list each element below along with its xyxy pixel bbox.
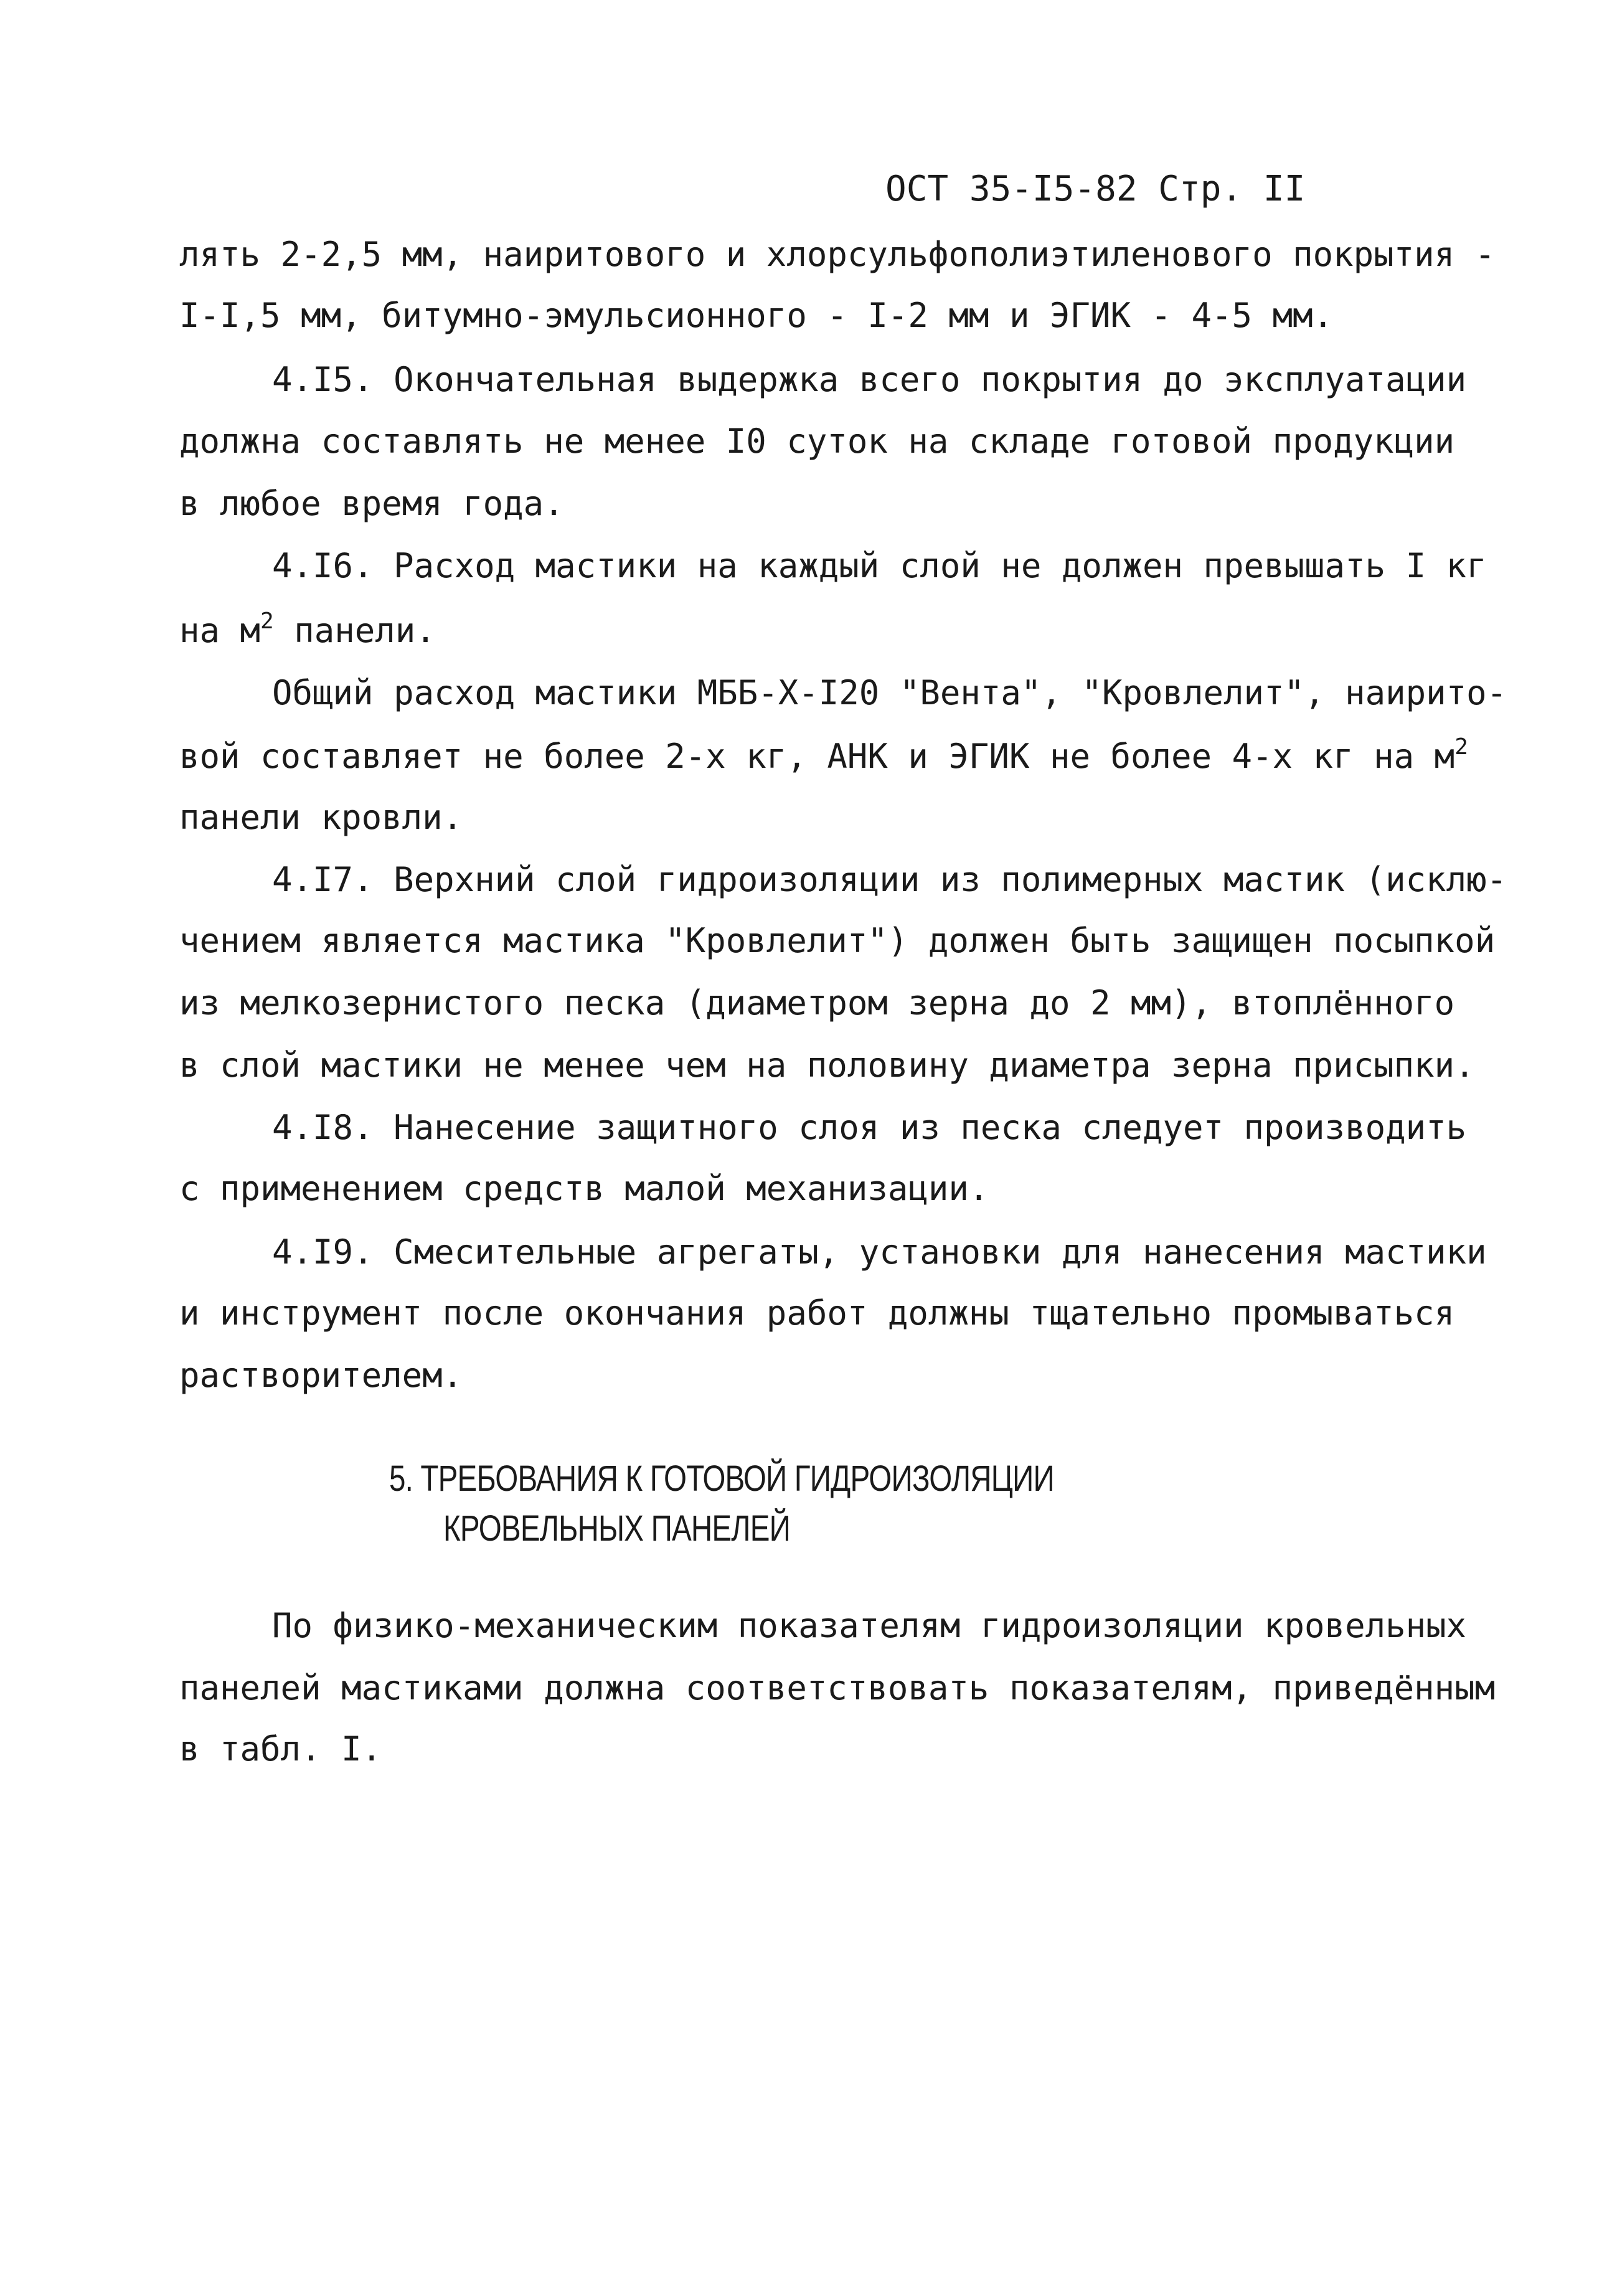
text-line: 4.I5. Окончательная выдержка всего покрытия до эксплуатации: [272, 360, 1467, 399]
text-line: 4.I6. Расход мастики на каждый слой не должен превышать I кг: [272, 546, 1487, 585]
text-line: [179, 608, 436, 650]
text-line: панелей мастиками должна соответствовать показателям, приведённым: [179, 1668, 1496, 1708]
text-line: 4.I9. Смесительные агрегаты, установки для нанесения мастики: [272, 1232, 1487, 1272]
text-segment: панели.: [273, 611, 436, 650]
text-line: и инструмент после окончания работ должны тщательно промываться: [179, 1293, 1455, 1333]
section-title-line: 5. ТРЕБОВАНИЯ К ГОТОВОЙ ГИДРОИЗОЛЯЦИИ: [389, 1458, 1054, 1499]
text-line: в любое время года.: [179, 484, 564, 523]
text-line: панели кровли.: [179, 798, 463, 837]
text-line: растворителем.: [179, 1356, 463, 1395]
text-line: По физико-механическим показателям гидроизоляции кровельных: [272, 1606, 1467, 1645]
text-line: Общий расход мастики МББ-Х-I20 "Вента", "Кровлелит", наирито-: [272, 673, 1507, 712]
section-title-line: КРОВЕЛЬНЫХ ПАНЕЛЕЙ: [443, 1508, 790, 1549]
text-line: в табл. I.: [179, 1729, 382, 1769]
superscript: 2: [1454, 734, 1468, 760]
text-line: [179, 734, 1468, 776]
text-segment: на м: [179, 611, 261, 650]
text-line: с применением средств малой механизации.: [179, 1169, 989, 1208]
superscript: 2: [260, 608, 274, 634]
text-segment: вой составляет не более 2-х кг, АНК и ЭГИК не более 4-х кг на м: [179, 737, 1455, 776]
text-line: 4.I8. Нанесение защитного слоя из песка следует производить: [272, 1108, 1467, 1147]
text-line: из мелкозернистого песка (диаметром зерна до 2 мм), втоплённого: [179, 983, 1455, 1023]
text-line: I-I,5 мм, битумно-эмульсионного - I-2 мм и ЭГИК - 4-5 мм.: [179, 296, 1334, 335]
text-line: лять 2-2,5 мм, наиритового и хлорсульфополиэтиленового покрытия -: [179, 235, 1496, 274]
text-line: 4.I7. Верхний слой гидроизоляции из полимерных мастик (исклю-: [272, 860, 1507, 899]
page-header: ОСТ 35-I5-82 Стр. II: [885, 169, 1306, 209]
text-line: в слой мастики не менее чем на половину диаметра зерна присыпки.: [179, 1046, 1475, 1085]
text-line: чением является мастика "Кровлелит") должен быть защищен посыпкой: [179, 921, 1496, 960]
text-line: должна составлять не менее I0 суток на складе готовой продукции: [179, 422, 1455, 461]
